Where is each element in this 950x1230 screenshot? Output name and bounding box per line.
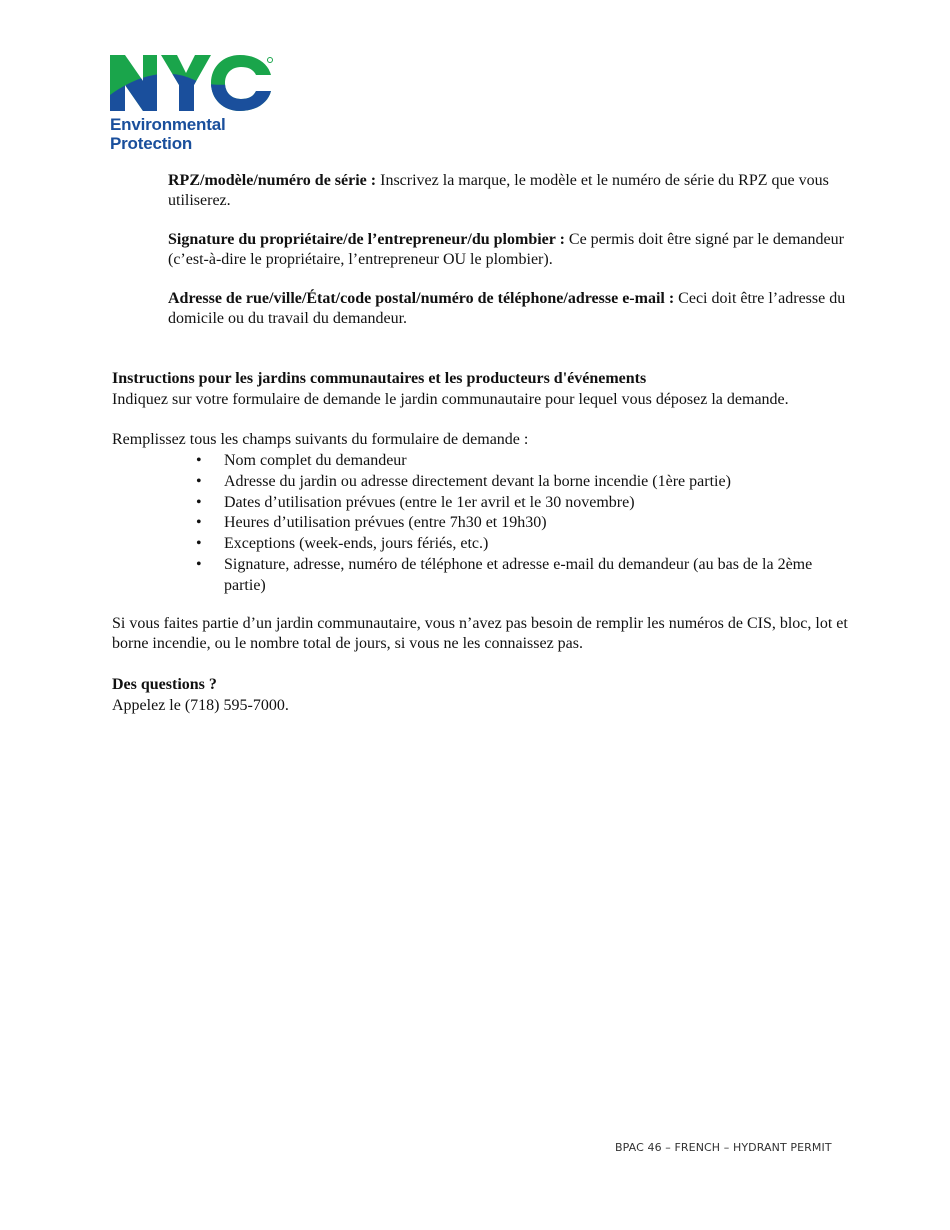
field-address: [168, 289, 858, 329]
logo-text: [110, 115, 280, 153]
list-item: • Heures d’utilisation prévues (entre 7h30 et 19h30): [224, 513, 834, 534]
garden-note: Si vous faites partie d’un jardin communautaire, vous n’avez pas besoin de remplir les numéros de CIS, bloc, lot et borne incendie, ou le nombre total de jours, si vous ne les connaissez pas.: [112, 615, 848, 652]
garden-heading: Instructions pour les jardins communautaires et les producteurs d'événements: [112, 370, 647, 387]
list-item: • Adresse du jardin ou adresse directement devant la borne incendie (1ère partie): [224, 472, 834, 493]
nyc-logo-mark-icon: [110, 55, 275, 111]
list-item: • Signature, adresse, numéro de téléphone et adresse e-mail du demandeur (au bas de la 2ème partie): [224, 555, 834, 597]
page-footer: BPAC 46 – FRENCH – HYDRANT PERMIT: [615, 1141, 832, 1154]
required-fields-list: [224, 451, 834, 597]
list-item: • Nom complet du demandeur: [224, 451, 834, 472]
nyc-dep-logo: [110, 55, 280, 153]
field-signature: [168, 230, 858, 270]
garden-intro: Indiquez sur votre formulaire de demande le jardin communautaire pour lequel vous déposez la demande.: [112, 391, 789, 408]
questions-heading: Des questions ?: [112, 676, 217, 693]
list-item: • Dates d’utilisation prévues (entre le 1er avril et le 30 novembre): [224, 493, 834, 514]
field-rpz-text: Inscrivez la marque, le modèle et le numéro de série du RPZ que vous utiliserez.: [168, 172, 829, 209]
field-signature-text: Ce permis doit être signé par le demandeur (c’est-à-dire le propriétaire, l’entrepreneur OU le plombier).: [168, 231, 844, 268]
logo-line-environmental: Environmental: [110, 115, 226, 134]
logo-line-protection: Protection: [110, 134, 193, 153]
list-item: • Exceptions (week-ends, jours fériés, etc.): [224, 534, 834, 555]
garden-fill-all: Remplissez tous les champs suivants du formulaire de demande :: [112, 431, 529, 448]
field-address-label: Adresse de rue/ville/État/code postal/numéro de téléphone/adresse e-mail :: [168, 290, 675, 307]
field-address-text: Ceci doit être l’adresse du domicile ou du travail du demandeur.: [168, 290, 846, 327]
field-rpz-label: RPZ/modèle/numéro de série :: [168, 172, 377, 189]
field-rpz: [168, 171, 858, 211]
field-signature-label: Signature du propriétaire/de l’entrepreneur/du plombier :: [168, 231, 565, 248]
questions-phone: Appelez le (718) 595-7000.: [112, 697, 289, 714]
